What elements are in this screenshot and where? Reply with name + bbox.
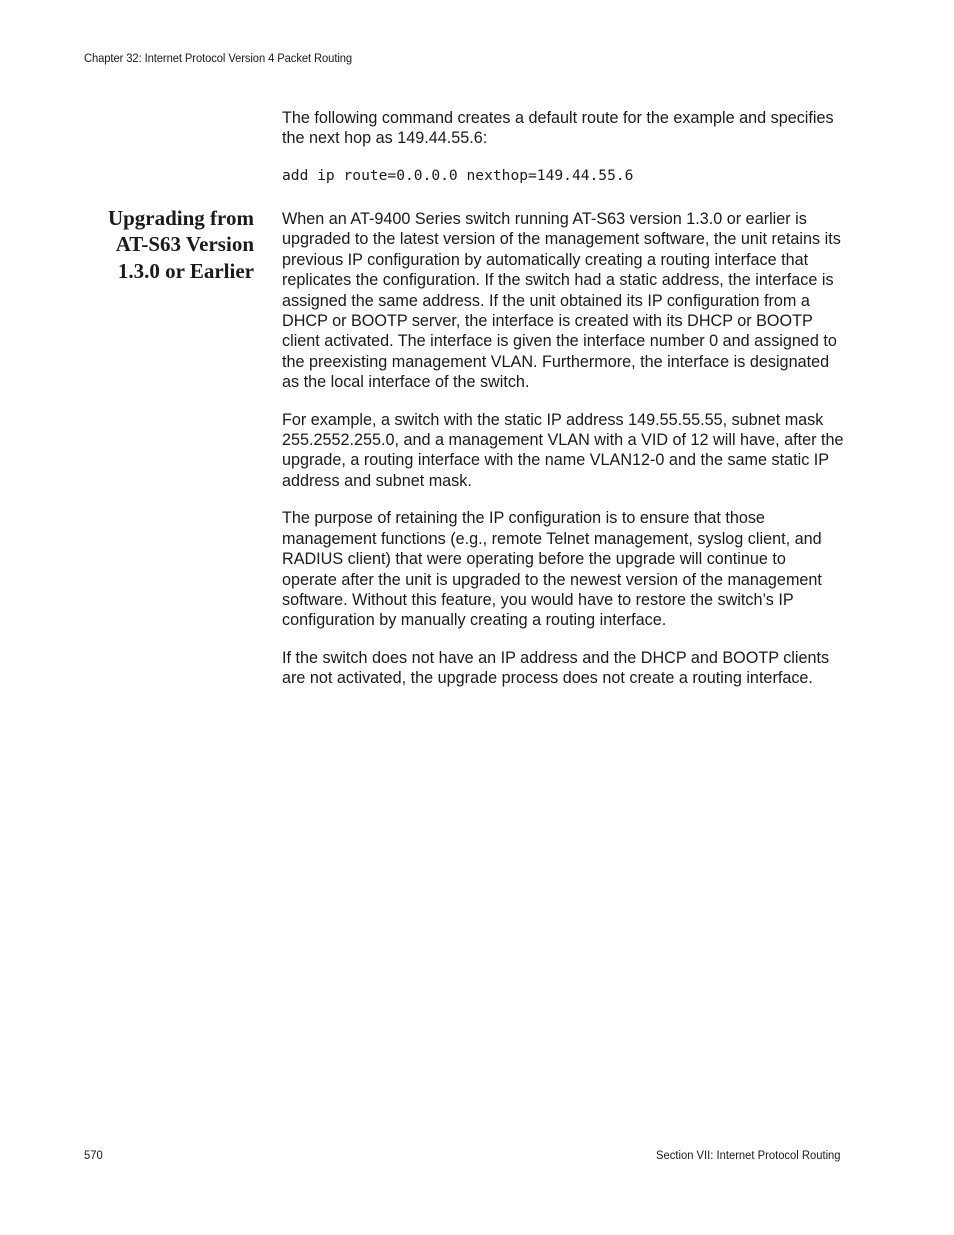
example-paragraph: For example, a switch with the static IP address 149.55.55.55, subnet mask 255.2552.255.0, and a management VLAN with a VID of 12 will have, after the upgrade, a routing interface with the name VLAN12-0 and the same static IP address and subnet mask.: [282, 410, 844, 490]
section-body: [282, 209, 844, 706]
intro-block: [282, 108, 842, 186]
intro-paragraph: The following command creates a default route for the example and specifies the next hop as 149.44.55.6:: [282, 109, 834, 148]
section-footer: Section VII: Internet Protocol Routing: [656, 1148, 841, 1162]
no-ip-paragraph: If the switch does not have an IP address and the DHCP and BOOTP clients are not activated, the upgrade process does not create a routing interface.: [282, 648, 830, 688]
section-heading-line: 1.3.0 or Earlier: [117, 258, 254, 283]
purpose-paragraph: The purpose of retaining the IP configuration is to ensure that those management functions (e.g., remote Telnet management, syslog client, and RADIUS client) that were operating before the upgrade will continue to operate after the unit is upgraded to the newest version of the management software. Without this feature, you would have to restore the switch’s IP configuration by manually creating a routing interface.: [282, 509, 822, 630]
command-example: add ip route=0.0.0.0 nexthop=149.44.55.6: [282, 166, 634, 184]
section-heading: [70, 205, 254, 284]
upgrade-behavior-paragraph: When an AT-9400 Series switch running AT-S63 version 1.3.0 or earlier is upgraded to the latest version of the management software, the unit retains its previous IP configuration by automatically creating a routing interface that replicates the configuration. If the switch had a static address, the interface is assigned the same address. If the unit obtained its IP configuration from a DHCP or BOOTP server, the interface is created with its DHCP or BOOTP client activated. The interface is given the interface number 0 and assigned to the preexisting management VLAN. Furthermore, the interface is designated as the local interface of the switch.: [282, 210, 841, 392]
section-heading-line: Upgrading from: [107, 206, 254, 230]
page-number: 570: [84, 1148, 103, 1162]
running-header: Chapter 32: Internet Protocol Version 4 Packet Routing: [84, 51, 353, 65]
section-heading-line: AT-S63 Version: [115, 232, 254, 257]
